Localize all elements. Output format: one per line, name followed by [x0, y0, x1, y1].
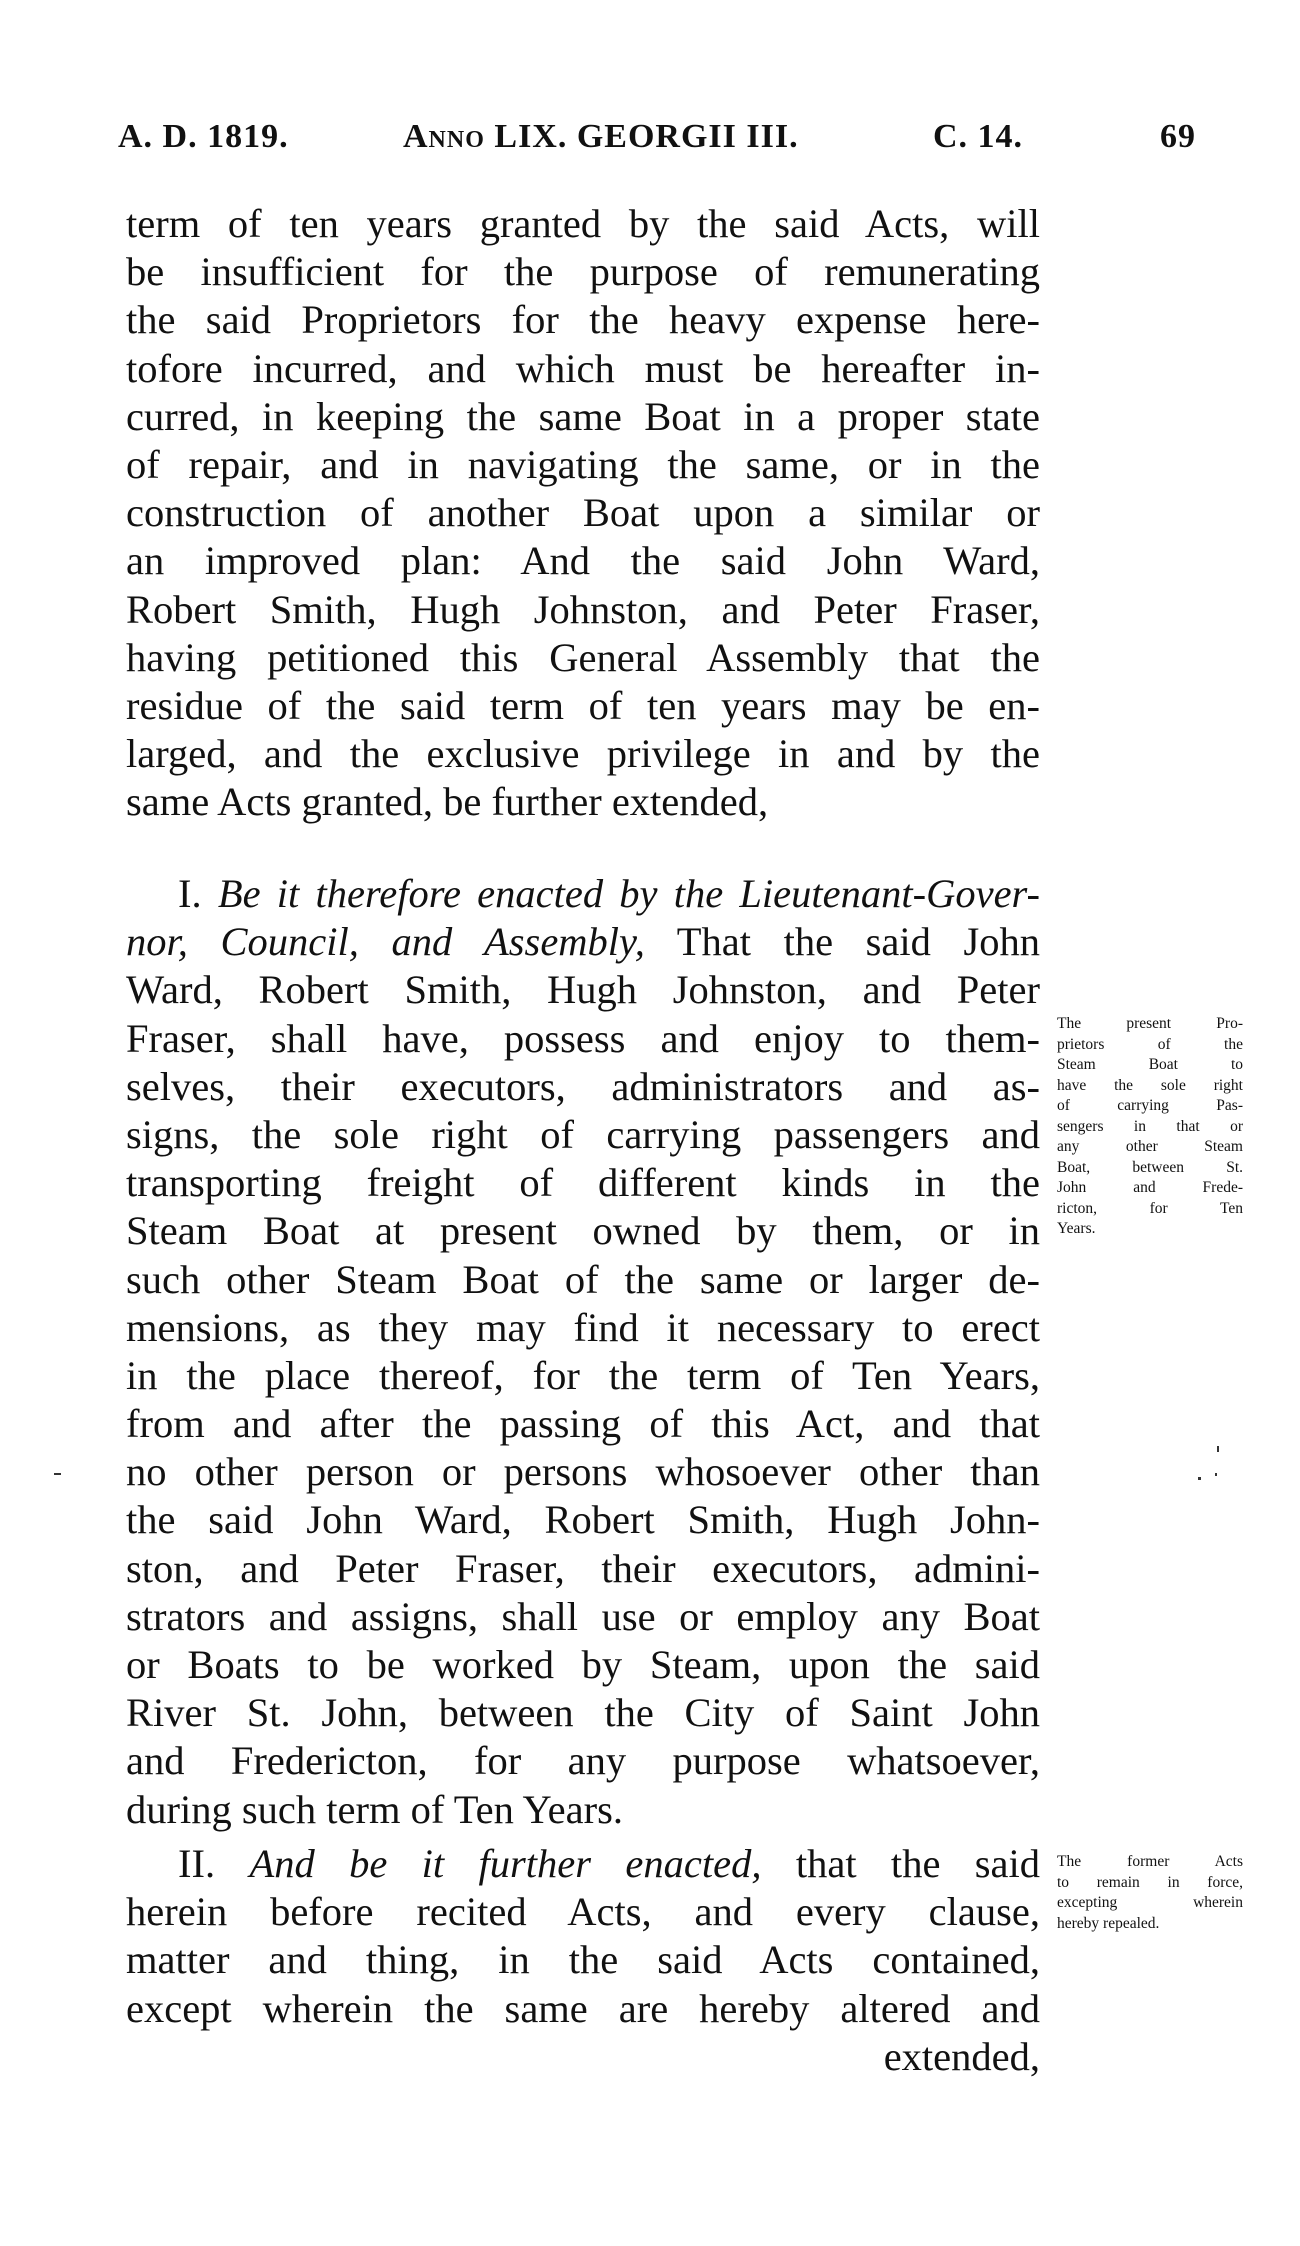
text-line: be insufficient for the purpose of remunerating [126, 249, 1040, 295]
margin-note-line: Boat, between St. [1057, 1158, 1243, 1176]
header-date: A. D. 1819. [118, 118, 289, 155]
text-line: matter and thing, in the said Acts contained, [126, 1937, 1040, 1983]
section-1-enacting-clause: Be it therefore enacted by the Lieutenant-Gover- [217, 871, 1040, 916]
scan-speck [1215, 1473, 1217, 1476]
scan-speck [54, 1473, 61, 1475]
text-line: the said John Ward, Robert Smith, Hugh John- [126, 1497, 1040, 1543]
margin-note-line: to remain in force, [1057, 1873, 1243, 1891]
scan-speck [1198, 1477, 1201, 1480]
text-line: larged, and the exclusive privilege in and by the [126, 731, 1040, 777]
text-line: and Fredericton, for any purpose whatsoever, [126, 1738, 1040, 1784]
section-1-line-rest: That the said John [676, 919, 1040, 965]
text-line: Robert Smith, Hugh Johnston, and Peter Fraser, [126, 586, 1040, 632]
text-line: mensions, as they may find it necessary to erect [126, 1304, 1040, 1350]
margin-note-line: Years. [1057, 1220, 1096, 1237]
text-line: curred, in keeping the same Boat in a proper state [126, 393, 1040, 439]
running-header [118, 118, 1248, 168]
text-line: having petitioned this General Assembly that the [126, 634, 1040, 680]
section-2-numeral: II. [178, 1841, 216, 1886]
scan-speck [1217, 1446, 1219, 1452]
text-line: Steam Boat at present owned by them, or in [126, 1208, 1040, 1254]
text-line: or Boats to be worked by Steam, upon the said [126, 1642, 1040, 1687]
text-line: term of ten years granted by the said Acts, will [126, 201, 1040, 246]
header-chapter: C. 14. [933, 118, 1024, 155]
text-line: Ward, Robert Smith, Hugh Johnston, and Peter [126, 967, 1040, 1013]
text-line: the said Proprietors for the heavy expense here- [126, 297, 1040, 343]
text-line: ston, and Peter Fraser, their executors, admini- [126, 1545, 1040, 1591]
text-line: residue of the said term of ten years may be en- [126, 682, 1040, 728]
text-line: same Acts granted, be further extended, [126, 779, 769, 825]
text-line: in the place thereof, for the term of Ten Years, [126, 1352, 1040, 1398]
page-number: 69 [1160, 118, 1196, 155]
text-line: strators and assigns, shall use or employ any Boat [126, 1593, 1040, 1639]
margin-note-line: of carrying Pas- [1057, 1097, 1243, 1114]
margin-note-line: have the sole right [1057, 1076, 1243, 1094]
text-line: no other person or persons whosoever other than [126, 1449, 1040, 1495]
section-1 [126, 870, 1040, 1834]
section-1-second-line [126, 918, 1040, 966]
text-line: selves, their executors, administrators and as- [126, 1063, 1040, 1109]
margin-note-former-acts [1057, 1852, 1243, 1934]
margin-note-line: sengers in that or [1057, 1117, 1243, 1135]
text-line: construction of another Boat upon a similar or [126, 490, 1040, 536]
section-2-line-rest: that the said [795, 1841, 1041, 1886]
text-line: River St. John, between the City of Saint John [126, 1690, 1040, 1736]
text-line: of repair, and in navigating the same, or in the [126, 441, 1040, 487]
margin-note-line: John and Frede- [1057, 1179, 1243, 1196]
preamble-paragraph [126, 200, 1040, 826]
text-line: an improved plan: And the said John Ward, [126, 538, 1040, 584]
section-1-first-line [126, 870, 1040, 918]
margin-note-line: excepting wherein [1057, 1894, 1243, 1911]
margin-note-line: hereby repealed. [1057, 1914, 1160, 1932]
margin-note-line: The former Acts [1057, 1853, 1243, 1870]
margin-note-sole-right [1057, 1014, 1243, 1240]
margin-note-line: any other Steam [1057, 1138, 1243, 1155]
text-line: Fraser, shall have, possess and enjoy to them- [126, 1015, 1040, 1061]
margin-note-line: Steam Boat to [1057, 1056, 1243, 1073]
section-1-enacting-clause-cont: nor, Council, and Assembly, [126, 919, 645, 965]
section-2 [126, 1840, 1040, 2081]
margin-note-line: ricton, for Ten [1057, 1199, 1243, 1217]
text-line: tofore incurred, and which must be hereafter in- [126, 345, 1040, 391]
text-line: during such term of Ten Years. [126, 1786, 623, 1832]
section-2-first-line [126, 1840, 1040, 1888]
header-title: Anno LIX. GEORGII III. [403, 118, 799, 155]
margin-note-line: The present Pro- [1057, 1015, 1243, 1032]
text-line: such other Steam Boat of the same or larger de- [126, 1256, 1040, 1302]
text-line: herein before recited Acts, and every clause, [126, 1889, 1040, 1935]
text-line: except wherein the same are hereby altered and [126, 1985, 1040, 2031]
text-line: from and after the passing of this Act, and that [126, 1401, 1040, 1447]
text-line: signs, the sole right of carrying passengers and [126, 1111, 1040, 1157]
catchword: extended, [883, 2033, 1040, 2079]
text-line: transporting freight of different kinds in the [126, 1160, 1040, 1206]
margin-note-line: prietors of the [1057, 1035, 1243, 1053]
section-1-numeral: I. [178, 871, 202, 916]
section-2-enacting-clause: And be it further enacted, [249, 1841, 762, 1886]
